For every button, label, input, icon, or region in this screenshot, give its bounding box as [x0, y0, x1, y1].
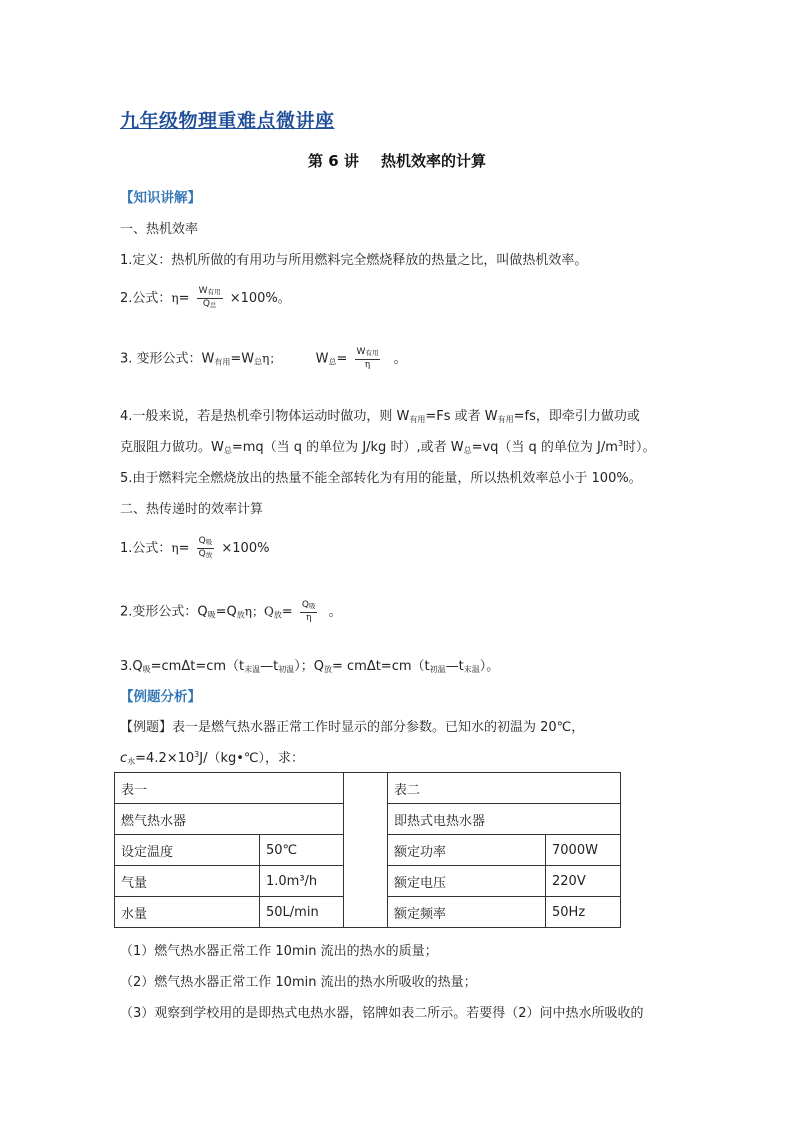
- table2-value: 7000W: [546, 835, 621, 866]
- lecture-number: 第 6 讲: [308, 152, 359, 170]
- question-1: （1）燃气热水器正常工作 10min 流出的热水的质量；: [120, 944, 438, 959]
- parameter-tables: [114, 772, 621, 928]
- heat-calculation-formula: $3.Q_吸=cm\Delta t=cm(t_{末温}—t_{初温})$；$Q_放=$ $cm\Delta t=cm(t_{初温}—t_{末温})$。: [120, 659, 500, 674]
- variant-fraction: $\frac{\text{W有用}}{\eta}$: [356, 347, 379, 370]
- heat-variant-fraction: $\frac{\text{Q吸}}{\eta}$: [301, 600, 316, 623]
- efficiency-variant-formula: 3. 变形公式：$W_{有用}=W_总\eta$； $W_总=$ $\frac{\text{W有用}}{\eta}$ 。: [120, 347, 407, 370]
- table2-device-name: 即热式电热水器: [388, 804, 621, 835]
- table1-label: 气量: [115, 866, 260, 897]
- table2-label: 额定频率: [388, 897, 546, 928]
- definition-paragraph: 1.定义：热机所做的有用功与所用燃料完全燃烧释放的热量之比，叫做热机效率。: [120, 253, 588, 268]
- efficiency-formula: 2.公式：η= $\frac{\text{W有用}}{\text{Q总}}$ ×100%。: [120, 286, 291, 309]
- table2-title: 表二: [388, 773, 621, 804]
- document-title: 九年级物理重难点微讲座: [120, 110, 335, 132]
- table1-label: 水量: [115, 897, 260, 928]
- section-knowledge-heading: 【知识讲解】: [120, 190, 201, 206]
- lecture-topic: 热机效率的计算: [380, 152, 486, 170]
- paragraph-4-line1: 4.一般来说，若是热机牵引物体运动时做功，则 $W_{有用}=Fs$ 或者 $W_{有用}=fs$，即牵引力做功或: [120, 409, 640, 424]
- question-2: （2）燃气热水器正常工作 10min 流出的热水所吸收的热量；: [120, 975, 477, 990]
- table2-value: 50Hz: [546, 897, 621, 928]
- question-3: （3）观察到学校用的是即热式电热水器，铭牌如表二所示。若要得（2）问中热水所吸收的: [120, 1006, 644, 1021]
- table1-value: 50℃: [260, 835, 344, 866]
- lecture-title: [0, 150, 794, 171]
- example-intro-line2: $c_水=4.2\times 10^3J/(kg•℃)$，求：: [120, 750, 305, 766]
- table1-value: 50L/min: [260, 897, 344, 928]
- table2-value: 220V: [546, 866, 621, 897]
- table1-device-name: 燃气热水器: [115, 804, 344, 835]
- part2-heading: 二、热传递时的效率计算: [120, 502, 264, 517]
- paragraph-5: 5.由于燃料完全燃烧放出的热量不能全部转化为有用的能量，所以热机效率总小于 100%。: [120, 471, 642, 486]
- table2-label: 额定功率: [388, 835, 546, 866]
- example-intro-line1: 【例题】表一是燃气热水器正常工作时显示的部分参数。已知水的初温为 20℃，: [120, 720, 585, 735]
- table1-label: 设定温度: [115, 835, 260, 866]
- heat-transfer-variant-formula: 2.变形公式：$Q_吸=Q_放\eta$；$Q_放=$ $\frac{\text{Q吸}}{\eta}$ 。: [120, 600, 342, 623]
- heat-transfer-fraction: $\frac{\text{Q吸}}{\text{Q放}}$: [198, 536, 213, 559]
- table-spacer: [344, 773, 388, 928]
- table-row: [115, 773, 621, 804]
- table1-value: 1.0m³/h: [260, 866, 344, 897]
- efficiency-fraction: $\frac{\text{W有用}}{\text{Q总}}$: [198, 286, 221, 309]
- paragraph-4-line2: 克服阻力做功。$W_总=mq$（当 q 的单位为 J/kg 时）,或者 $W_总=vq$（当 q 的单位为 $J/m^3$时）。: [120, 439, 656, 455]
- part1-heading: 一、热机效率: [120, 222, 199, 237]
- table2-label: 额定电压: [388, 866, 546, 897]
- section-example-heading: 【例题分析】: [120, 689, 201, 705]
- table1-title: 表一: [115, 773, 344, 804]
- heat-transfer-formula: 1.公式：η= $\frac{\text{Q吸}}{\text{Q放}}$ ×100%: [120, 536, 270, 559]
